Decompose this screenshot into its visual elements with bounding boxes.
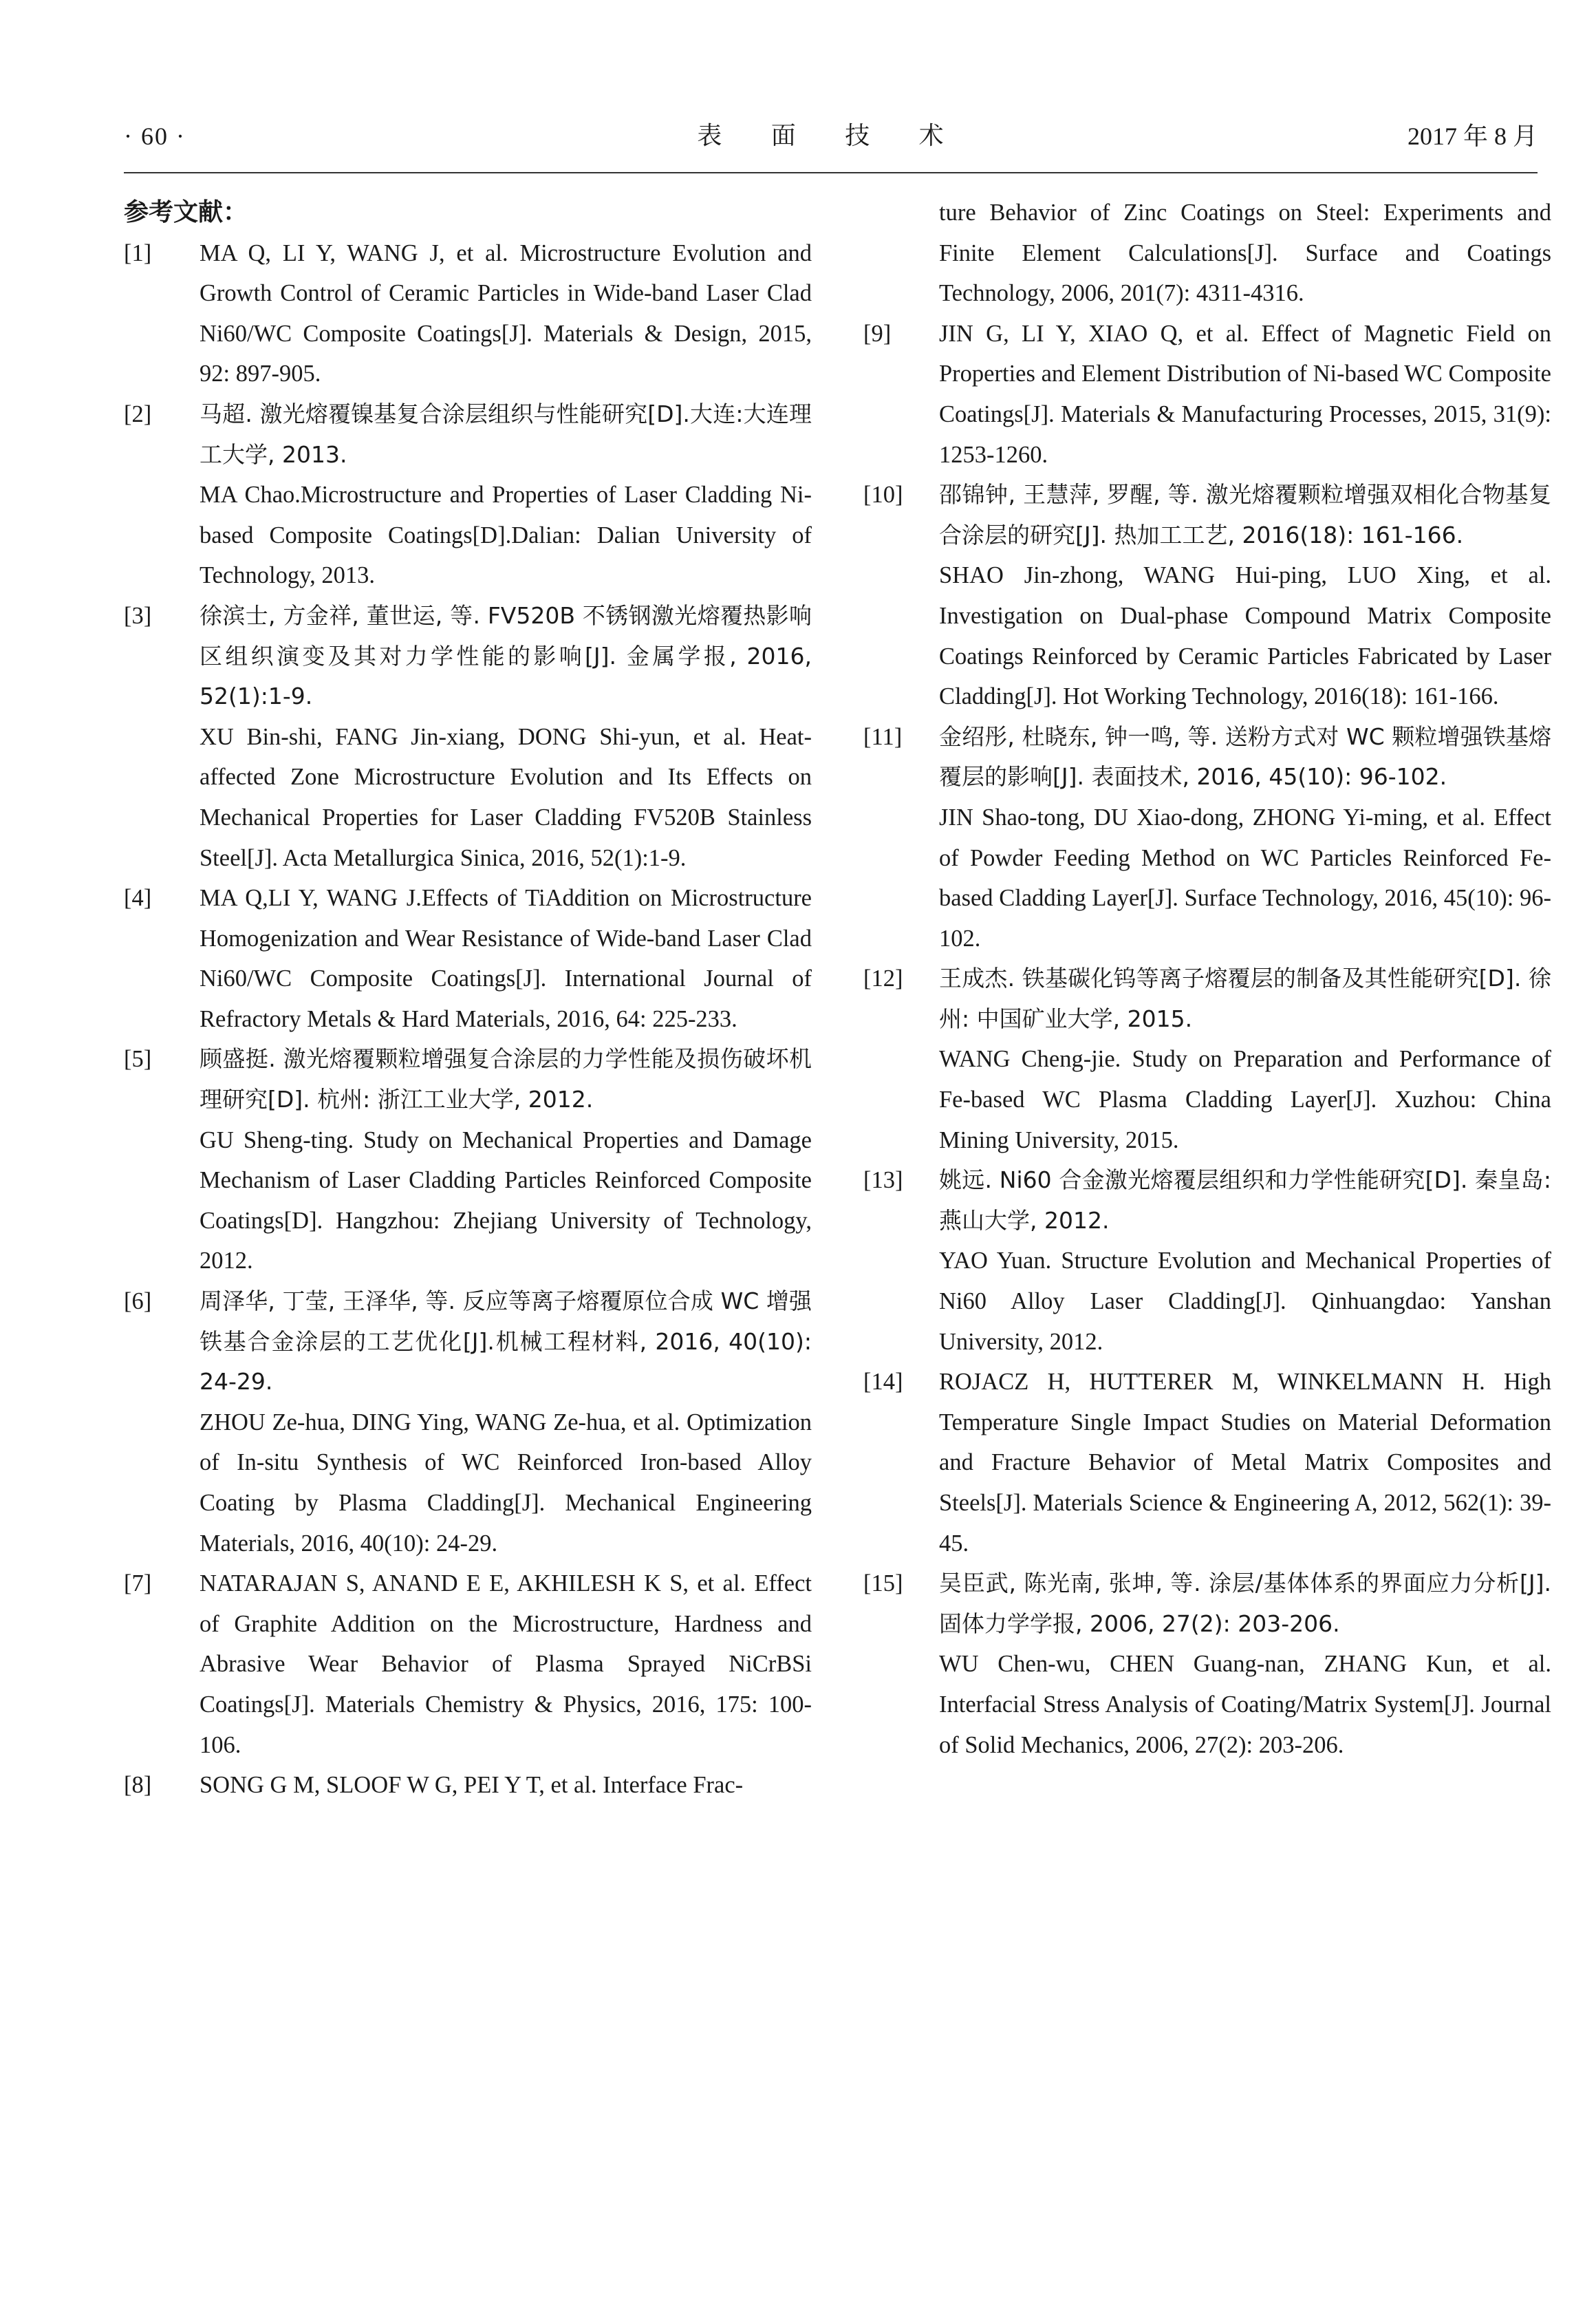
right-column [863, 193, 1551, 1765]
reference-item [124, 1765, 812, 1806]
page-header [124, 117, 1538, 156]
issue-date: 2017 年 8 月 [1407, 122, 1538, 150]
reference-text-zh: 马超. 激光熔覆镍基复合涂层组织与性能研究[D].大连:大连理工大学, 2013. [200, 400, 812, 468]
reference-text-zh: 姚远. Ni60 合金激光熔覆层组织和力学性能研究[D]. 秦皇岛: 燕山大学, 2012. [939, 1166, 1551, 1234]
reference-number: [1] [124, 239, 152, 266]
reference-item [124, 1039, 812, 1281]
reference-number: [8] [124, 1772, 152, 1799]
reference-text-en: YAO Yuan. Structure Evolution and Mechanical Properties of Ni60 Alloy Laser Cladding[J]. Qinhuangdao: Yanshan University, 2012. [939, 1248, 1551, 1355]
reference-item [863, 1362, 1551, 1563]
reference-item [863, 475, 1551, 717]
reference-text: MA Q,LI Y, WANG J.Effects of TiAddition on Microstructure Homogenization and Wear Resistance of Wide-band Laser Clad Ni60/WC Composite Coatings[J]. International Journal of Refractory Metals & Hard Materials, 2016, 64: 225-233. [200, 885, 812, 1032]
reference-text-en: ZHOU Ze-hua, DING Ying, WANG Ze-hua, et al. Optimization of In-situ Synthesis of WC Reinforced Iron-based Alloy Coating by Plasma Cladding[J]. Mechanical Engineering Materials, 2016, 40(10): 24-29. [200, 1409, 812, 1557]
reference-item [124, 1563, 812, 1765]
reference-item [124, 878, 812, 1039]
reference-text-zh: 金绍彤, 杜晓东, 钟一鸣, 等. 送粉方式对 WC 颗粒增强铁基熔覆层的影响[J]. 表面技术, 2016, 45(10): 96-102. [939, 723, 1551, 791]
reference-number: [3] [124, 602, 152, 629]
reference-number: [14] [863, 1369, 903, 1396]
reference-item [863, 959, 1551, 1160]
reference-text-zh: 邵锦钟, 王慧萍, 罗醒, 等. 激光熔覆颗粒增强双相化合物基复合涂层的研究[J]. 热加工工艺, 2016(18): 161-166. [939, 481, 1551, 548]
reference-text-en: WANG Cheng-jie. Study on Preparation and Performance of Fe-based WC Plasma Cladding Layer[J]. Xuzhou: China Mining University, 2015. [939, 1046, 1551, 1153]
reference-text-zh: 周泽华, 丁莹, 王泽华, 等. 反应等离子熔覆原位合成 WC 增强铁基合金涂层的工艺优化[J].机械工程材料, 2016, 40(10): 24-29. [200, 1287, 812, 1396]
reference-text-en: SHAO Jin-zhong, WANG Hui-ping, LUO Xing, et al. Investigation on Dual-phase Compound Matrix Composite Coatings Reinforced by Ceramic Particles Fabricated by Laser Cladding[J]. Hot Working Technology, 2016(18): 161-166. [939, 562, 1551, 710]
reference-number: [12] [863, 965, 903, 992]
reference-item [863, 1563, 1551, 1765]
reference-number: [6] [124, 1288, 152, 1315]
reference-number: [10] [863, 482, 903, 509]
reference-text-en: WU Chen-wu, CHEN Guang-nan, ZHANG Kun, et al. Interfacial Stress Analysis of Coating/Matrix System[J]. Journal of Solid Mechanics, 2006, 27(2): 203-206. [939, 1651, 1551, 1758]
reference-number: [7] [124, 1570, 152, 1597]
reference-number: [5] [124, 1046, 152, 1073]
page-number: · 60 · [124, 122, 186, 150]
reference-number: [15] [863, 1570, 903, 1597]
reference-item [863, 1160, 1551, 1362]
reference-text-en: MA Chao.Microstructure and Properties of Laser Cladding Ni-based Composite Coatings[D].Dalian: Dalian University of Technology, 2013. [200, 482, 812, 589]
reference-text-en: XU Bin-shi, FANG Jin-xiang, DONG Shi-yun, et al. Heat-affected Zone Microstructure Evolution and Its Effects on Mechanical Properties for Laser Cladding FV520B Stainless Steel[J]. Acta Metallurgica Sinica, 2016, 52(1):1-9. [200, 723, 812, 871]
reference-text-en: GU Sheng-ting. Study on Mechanical Properties and Damage Mechanism of Laser Cladding Particles Reinforced Composite Coatings[D]. Hangzhou: Zhejiang University of Technology, 2012. [200, 1126, 812, 1274]
reference-text-en: JIN Shao-tong, DU Xiao-dong, ZHONG Yi-ming, et al. Effect of Powder Feeding Method on WC Particles Reinforced Fe-based Cladding Layer[J]. Surface Technology, 2016, 45(10): 96-102. [939, 804, 1551, 952]
left-column [124, 193, 812, 1806]
reference-text: SONG G M, SLOOF W G, PEI Y T, et al. Interface Frac- [200, 1772, 744, 1799]
reference-item [863, 314, 1551, 475]
reference-text: NATARAJAN S, ANAND E E, AKHILESH K S, et al. Effect of Graphite Addition on the Microstructure, Hardness and Abrasive Wear Behavior of Plasma Sprayed NiCrBSi Coatings[J]. Materials Chemistry & Physics, 2016, 175: 100-106. [200, 1570, 812, 1758]
reference-text-zh: 顾盛挺. 激光熔覆颗粒增强复合涂层的力学性能及损伤破坏机理研究[D]. 杭州: 浙江工业大学, 2012. [200, 1045, 812, 1113]
reference-item [124, 1281, 812, 1563]
reference-item [124, 596, 812, 878]
reference-number: [9] [863, 320, 892, 347]
reference-number: [2] [124, 400, 152, 427]
references-heading: 参考文献： [124, 198, 248, 226]
reference-text: MA Q, LI Y, WANG J, et al. Microstructure Evolution and Growth Control of Ceramic Particles in Wide-band Laser Clad Ni60/WC Composite Coatings[J]. Materials & Design, 2015, 92: 897-905. [200, 239, 812, 387]
reference-item [124, 394, 812, 596]
header-rule [124, 172, 1538, 173]
reference-text-zh: 徐滨士, 方金祥, 董世运, 等. FV520B 不锈钢激光熔覆热影响区组织演变及其对力学性能的影响[J]. 金属学报, 2016, 52(1):1-9. [200, 601, 812, 710]
reference-text-zh: 王成杰. 铁基碳化钨等离子熔覆层的制备及其性能研究[D]. 徐州: 中国矿业大学, 2015. [939, 965, 1551, 1032]
reference-continuation: ture Behavior of Zinc Coatings on Steel: Experiments and Finite Element Calculations[J]. Surface and Coatings Technology, 2006, 201(7): 4311-4316. [939, 200, 1551, 307]
journal-title: 表 面 技 术 [697, 122, 964, 150]
reference-text: ROJACZ H, HUTTERER M, WINKELMANN H. High Temperature Single Impact Studies on Material Deformation and Fracture Behavior of Metal Matrix Composites and Steels[J]. Materials Science & Engineering A, 2012, 562(1): 39-45. [939, 1369, 1551, 1557]
reference-item [863, 717, 1551, 959]
reference-item [124, 233, 812, 394]
reference-text-zh: 吴臣武, 陈光南, 张坤, 等. 涂层/基体体系的界面应力分析[J]. 固体力学学报, 2006, 27(2): 203-206. [939, 1570, 1551, 1637]
reference-number: [13] [863, 1167, 903, 1194]
reference-number: [4] [124, 885, 152, 912]
reference-text: JIN G, LI Y, XIAO Q, et al. Effect of Magnetic Field on Properties and Element Distribution of Ni-based WC Composite Coatings[J]. Materials & Manufacturing Processes, 2015, 31(9): 1253-1260. [939, 320, 1551, 468]
reference-number: [11] [863, 723, 903, 750]
